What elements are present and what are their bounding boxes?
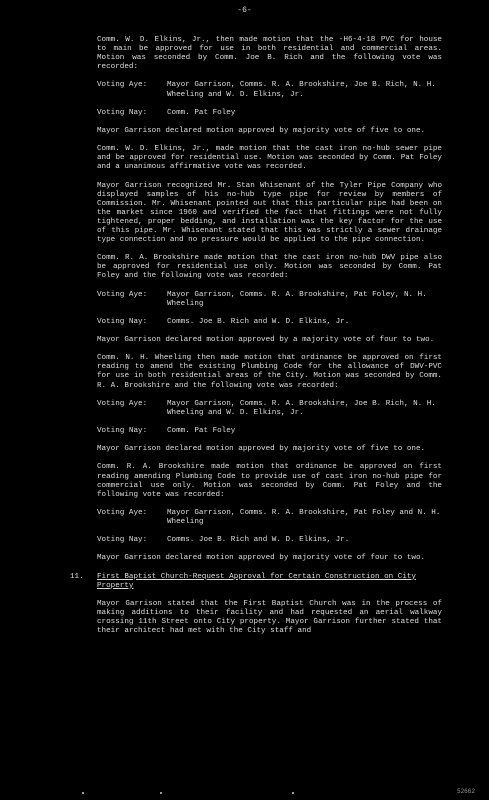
scan-speck <box>160 792 162 794</box>
vote-label: Voting Nay: <box>97 427 148 436</box>
vote-names: Mayor Garrison, Comms. R. A. Brookshire, Joe B. Rich, N. H. Wheeling and W. D. Elkins, Jr. <box>167 399 436 417</box>
scan-speck <box>292 792 294 794</box>
vote-record <box>97 509 442 527</box>
paragraph: Comm. R. A. Brookshire made motion that the cast iron no-hub DWV pipe also be approved for residential use only. Motion was seconded by Comm. Pat Foley and the following vote was recorded: <box>97 254 442 281</box>
paragraph: Comm. W. D. Elkins, Jr., made motion that the cast iron no-hub sewer pipe and be approved for residential use. Motion was seconded by Comm. Pat Foley and a unanimous affirmative vote was recorded. <box>97 145 442 172</box>
paragraph: Comm. W. D. Elkins, Jr., then made motion that the -H6-4-18 PVC for house to main be approved for use in both residential and commercial areas. Motion was seconded by Comm. Joe B. Rich and the following vote was recorded: <box>97 36 442 72</box>
vote-record <box>97 427 442 436</box>
vote-record <box>97 318 442 327</box>
vote-record <box>97 81 442 99</box>
scan-speck <box>82 792 84 794</box>
vote-label: Voting Nay: <box>97 536 148 545</box>
vote-names: Comms. Joe B. Rich and W. D. Elkins, Jr. <box>167 536 350 545</box>
paragraph: Mayor Garrison recognized Mr. Stan Whisenant of the Tyler Pipe Company who displayed samples of his no-hub type pipe for review by members of Commission. Mr. Whisenant pointed out that this particular pipe had been on the market since 1960 and verified the fact that fittings were not fully tightened, proper bedding, and installation was the key factor for the use of this pipe. Mr. Whisenant stated that this was strictly a sewer drainage type connection and no pressure would be applied to the pipe connection. <box>97 181 442 245</box>
minutes-body <box>70 36 442 645</box>
vote-names: Comm. Pat Foley <box>167 427 236 436</box>
agenda-item-title: First Baptist Church-Request Approval for Certain Construction on City Property <box>97 572 416 590</box>
vote-names: Comm. Pat Foley <box>167 108 236 117</box>
paragraph: Mayor Garrison declared motion approved by majority vote of five to one. <box>97 126 426 135</box>
vote-label: Voting Aye: <box>97 81 148 90</box>
footer-mark: 52662 <box>456 787 475 795</box>
vote-label: Voting Nay: <box>97 317 148 326</box>
vote-record <box>97 109 442 118</box>
vote-names: Mayor Garrison, Comms. R. A. Brookshire, Joe B. Rich, N. H. Wheeling and W. D. Elkins, Jr. <box>167 81 436 99</box>
vote-label: Voting Nay: <box>97 108 148 117</box>
paragraph: Comm. N. H. Wheeling then made motion that ordinance be approved on first reading to amend the existing Plumbing Code for the allowance of DWV-PVC for use in both residential areas of the City. Motion was seconded by Comm. R. A. Brookshire and the following vote was recorded: <box>97 354 442 390</box>
vote-label: Voting Aye: <box>97 399 148 408</box>
paragraph: Mayor Garrison declared motion approved by a majority vote of four to two. <box>97 336 435 345</box>
paragraph: Mayor Garrison declared motion approved by majority vote of four to two. <box>97 554 426 563</box>
vote-label: Voting Aye: <box>97 290 148 299</box>
paragraph: Mayor Garrison stated that the First Baptist Church was in the process of making additions to their facility and had requested an aerial walkway crossing 11th Street onto City property. Mayor Garrison further stated that their architect had met with the City staff and <box>97 599 442 636</box>
vote-record <box>97 400 442 418</box>
vote-record <box>97 536 442 545</box>
agenda-item-number: 11. <box>70 572 84 581</box>
paragraph: Comm. R. A. Brookshire made motion that ordinance be approved on first reading amending Plumbing Code to provide use of cast iron no-hub pipe for commercial use only. Motion was seconded by Comm. Pat Foley and the following vote was recorded: <box>97 463 442 499</box>
vote-record <box>97 291 442 309</box>
agenda-item-heading <box>70 573 442 591</box>
paragraph: Mayor Garrison declared motion approved by majority vote of five to one. <box>97 445 426 454</box>
vote-names: Mayor Garrison, Comms. R. A. Brookshire, Pat Foley, N. H. Wheeling <box>167 290 427 308</box>
vote-names: Mayor Garrison, Comms. R. A. Brookshire, Pat Foley and N. H. Wheeling <box>167 508 441 526</box>
page-number: -6- <box>237 6 252 15</box>
vote-label: Voting Aye: <box>97 508 148 517</box>
vote-names: Comms. Joe B. Rich and W. D. Elkins, Jr. <box>167 317 350 326</box>
